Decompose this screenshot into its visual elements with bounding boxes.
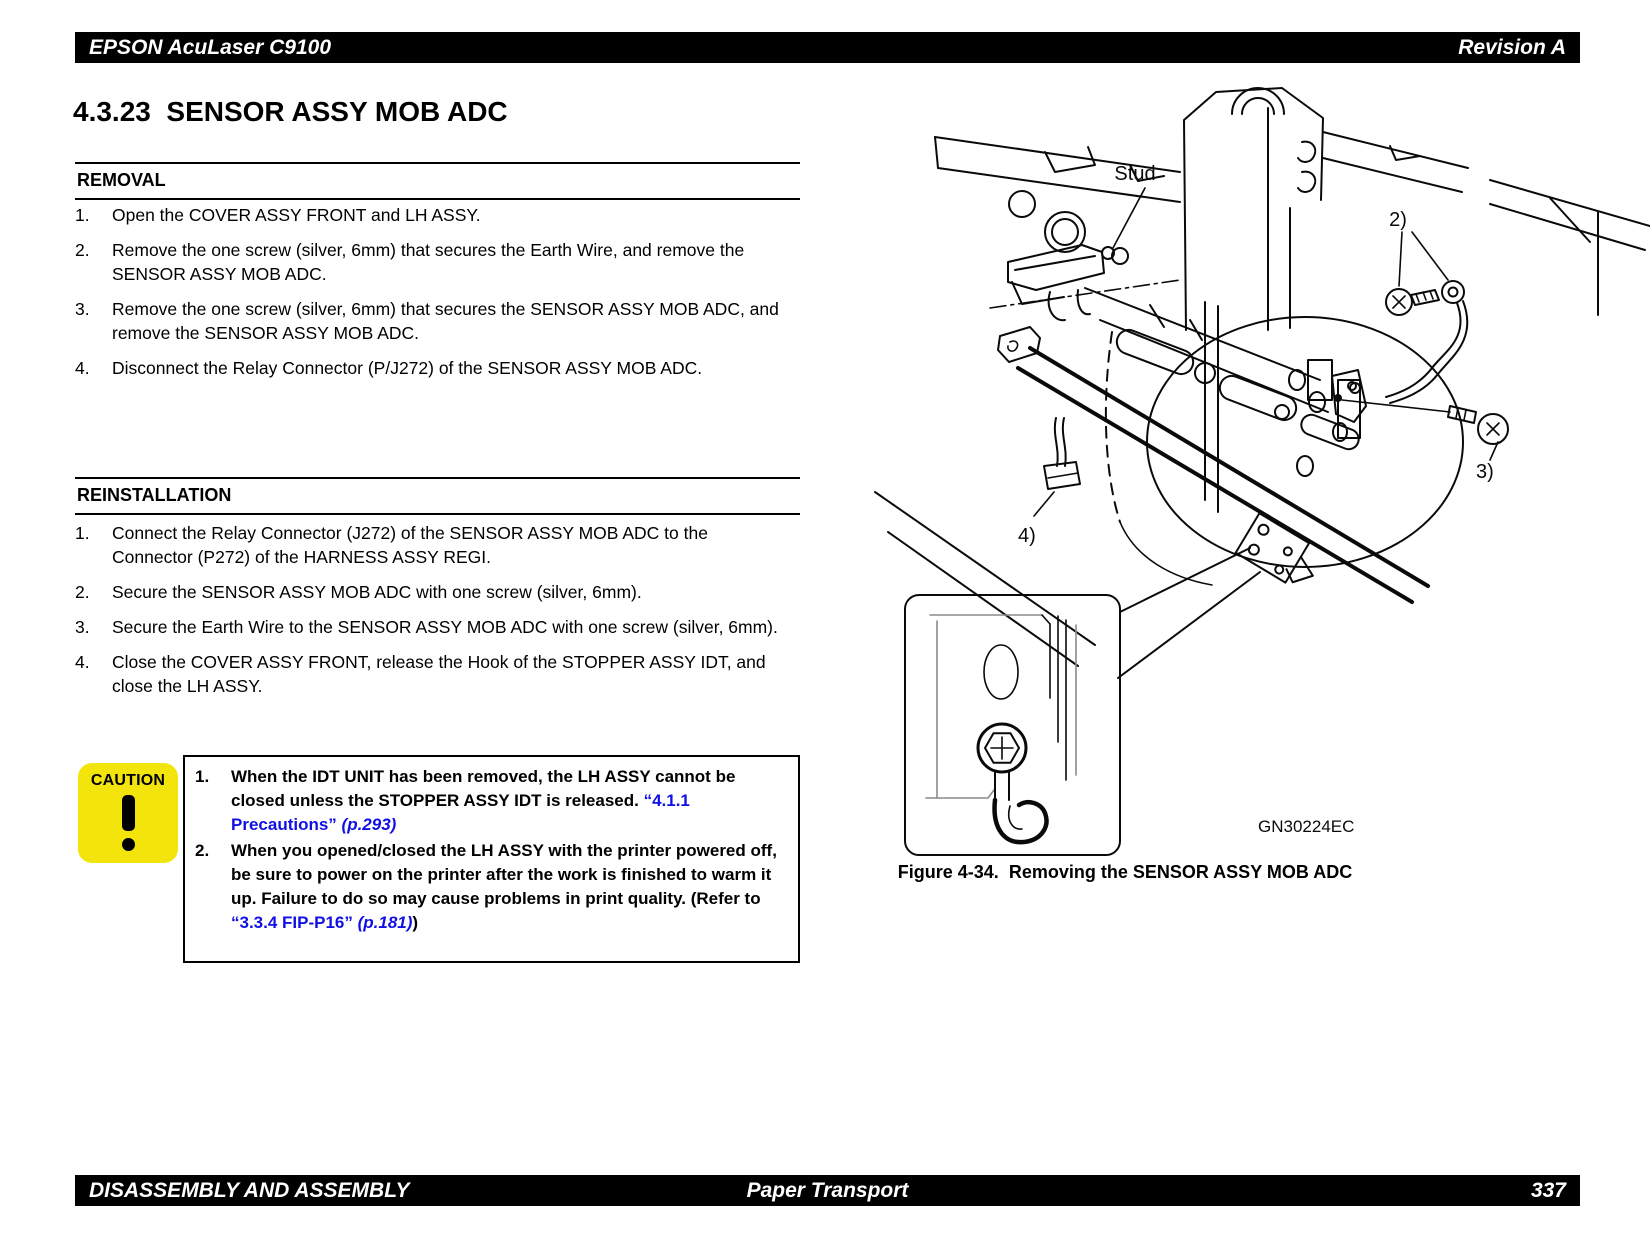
step-number: 3.: [75, 617, 90, 637]
caution-item: [195, 839, 790, 935]
header-product-name: EPSON AcuLaser C9100: [89, 35, 332, 59]
caution-item-text: When you opened/closed the LH ASSY with the printer powered off, be sure to power on the printer after the work is finished to warm it up. Failure to do so may cause problems in print quality. (Refer to “3.3.4 FIP-P16” (p.181)): [231, 841, 777, 932]
stud-leader-line: [1113, 188, 1145, 248]
caution-item-number: 2.: [195, 841, 210, 860]
caution-item: [195, 765, 790, 837]
list-item: [75, 615, 780, 639]
header-revision: Revision A: [1458, 35, 1566, 59]
figure-code: GN30224EC: [1258, 817, 1355, 836]
step-text: Open the COVER ASSY FRONT and LH ASSY.: [112, 205, 481, 225]
label-3: 3): [1476, 461, 1494, 483]
figure-caption: Figure 4-34. Removing the SENSOR ASSY MOB ADC: [897, 862, 1353, 882]
caution-item-text: When the IDT UNIT has been removed, the LH ASSY cannot be closed unless the STOPPER ASSY IDT is released. “4.1.1 Precautions” (p.293): [231, 767, 736, 834]
footer-chapter: Paper Transport: [746, 1178, 909, 1202]
caution-box: [183, 755, 800, 963]
list-item: [75, 297, 780, 345]
step-text: Secure the SENSOR ASSY MOB ADC with one screw (silver, 6mm).: [112, 582, 642, 602]
list-item: [75, 238, 780, 286]
page-title: 4.3.23 SENSOR ASSY MOB ADC: [73, 96, 508, 127]
link-precautions-page[interactable]: (p.293): [336, 815, 397, 834]
caution-icon: [78, 763, 178, 863]
relay-connector-wire: [1034, 418, 1080, 516]
step-text: Close the COVER ASSY FRONT, release the Hook of the STOPPER ASSY IDT, and close the LH ASSY.: [112, 652, 766, 696]
step-number: 1.: [75, 523, 90, 543]
caution-label: CAUTION: [90, 772, 166, 789]
link-fip-p16-page[interactable]: (p.181): [352, 913, 413, 932]
label-2: 2): [1389, 209, 1407, 231]
step-text: Remove the one screw (silver, 6mm) that secures the Earth Wire, and remove the SENSOR ASSY MOB ADC.: [112, 240, 745, 284]
link-fip-p16[interactable]: “3.3.4 FIP-P16”: [231, 913, 353, 932]
chassis-frame: [935, 88, 1650, 330]
caution-item-number: 1.: [195, 767, 210, 786]
link-precautions[interactable]: “4.1.1 Precautions”: [231, 791, 690, 834]
step-number: 2.: [75, 240, 90, 260]
list-item: [75, 203, 780, 227]
stud-bracket: [990, 191, 1180, 320]
step-number: 3.: [75, 299, 90, 319]
footer-bar: [75, 1175, 1580, 1206]
header-bar: [75, 32, 1580, 63]
removal-heading: REMOVAL: [75, 162, 800, 200]
reinstallation-steps: [75, 521, 780, 709]
step-text: Remove the one screw (silver, 6mm) that secures the SENSOR ASSY MOB ADC, and remove the SENSOR ASSY MOB ADC.: [112, 299, 779, 343]
transport-rollers: [1085, 288, 1362, 452]
exclamation-icon: [78, 795, 178, 851]
step-number: 1.: [75, 205, 90, 225]
earth-wire-screw: [1386, 232, 1467, 403]
list-item: [75, 356, 780, 380]
list-item: [75, 580, 780, 604]
step-text: Secure the Earth Wire to the SENSOR ASSY MOB ADC with one screw (silver, 6mm).: [112, 617, 778, 637]
step-number: 2.: [75, 582, 90, 602]
footer-section: DISASSEMBLY AND ASSEMBLY: [89, 1178, 410, 1202]
inset-detail-box: [905, 548, 1260, 855]
list-item: [75, 521, 780, 569]
footer-page-number: 337: [1530, 1178, 1566, 1202]
step-number: 4.: [75, 652, 90, 672]
label-4: 4): [1018, 525, 1036, 547]
step-number: 4.: [75, 358, 90, 378]
step-text: Disconnect the Relay Connector (P/J272) of the SENSOR ASSY MOB ADC.: [112, 358, 703, 378]
reinstallation-heading: REINSTALLATION: [75, 477, 800, 515]
list-item: [75, 650, 780, 698]
step-text: Connect the Relay Connector (J272) of the SENSOR ASSY MOB ADC to the Connector (P272) of the HARNESS ASSY REGI.: [112, 523, 708, 567]
stud-label: Stud: [1114, 163, 1156, 185]
removal-steps: [75, 203, 780, 391]
figure-diagram: [850, 80, 1650, 870]
